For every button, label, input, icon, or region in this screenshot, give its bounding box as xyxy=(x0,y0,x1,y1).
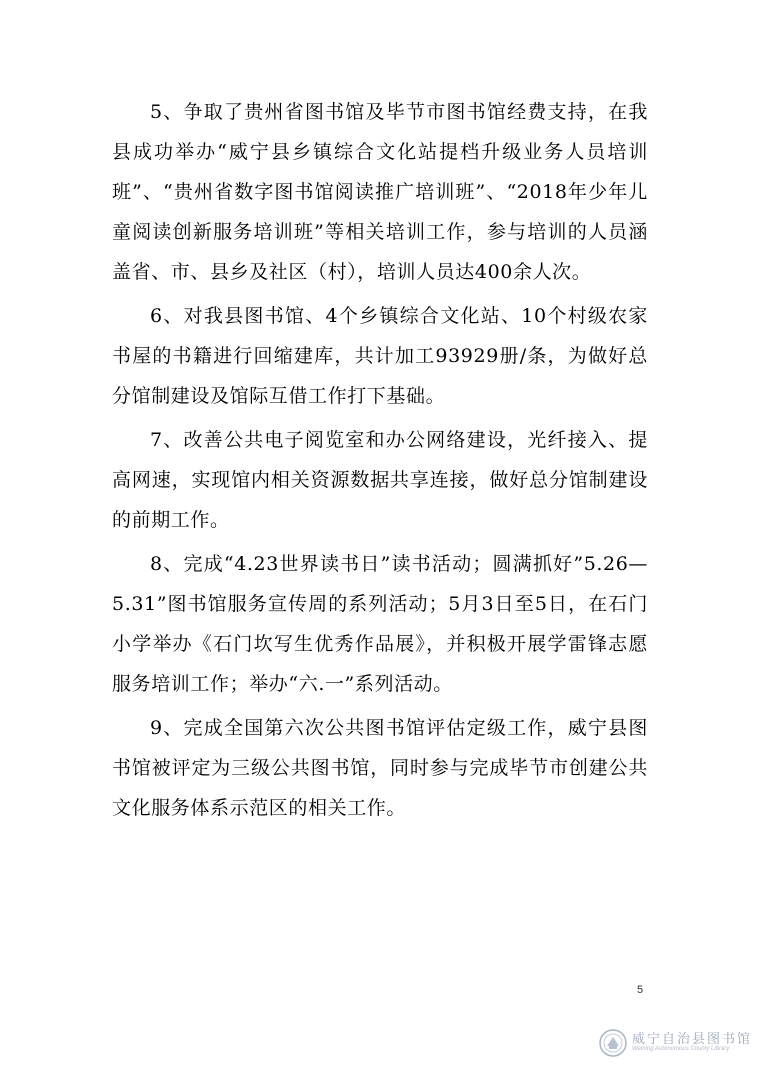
library-watermark xyxy=(598,1024,758,1064)
paragraph-8: 8、完成“4.23世界读书日”读书活动；圆满抓好”5.26—5.31”图书馆服务宣传周的系列活动；5月3日至5日，在石门小学举办《石门坎写生优秀作品展》，并积极开展学雷锋志愿服务培训工作；举办“六.一”系列活动。 xyxy=(112,553,648,695)
page-number: 5 xyxy=(636,984,644,996)
watermark-library-subtitle: Weining Autonomous County Library xyxy=(632,1046,730,1052)
library-logo-icon xyxy=(598,1028,628,1058)
paragraph-9: 9、完成全国第六次公共图书馆评估定级工作，威宁县图书馆被评定为三级公共图书馆，同时参与完成毕节市创建公共文化服务体系示范区的相关工作。 xyxy=(112,717,648,819)
paragraph-5: 5、争取了贵州省图书馆及毕节市图书馆经费支持，在我县成功举办“威宁县乡镇综合文化站提档升级业务人员培训班”、“贵州省数字图书馆阅读推广培训班”、“2018年少年儿童阅读创新服务培训班”等相关培训工作，参与培训的人员涵盖省、市、县乡及社区（村），培训人员达400余人次。 xyxy=(112,101,648,283)
watermark-library-name: 威宁自治县图书馆 xyxy=(632,1032,753,1047)
document-body xyxy=(112,92,648,832)
paragraph-7: 7、改善公共电子阅览室和办公网络建设，光纤接入、提高网速，实现馆内相关资源数据共享连接，做好总分馆制建设的前期工作。 xyxy=(112,429,648,531)
paragraph-6: 6、对我县图书馆、4个乡镇综合文化站、10个村级农家书屋的书籍进行回缩建库，共计加工93929册/条，为做好总分馆制建设及馆际互借工作打下基础。 xyxy=(112,305,648,407)
